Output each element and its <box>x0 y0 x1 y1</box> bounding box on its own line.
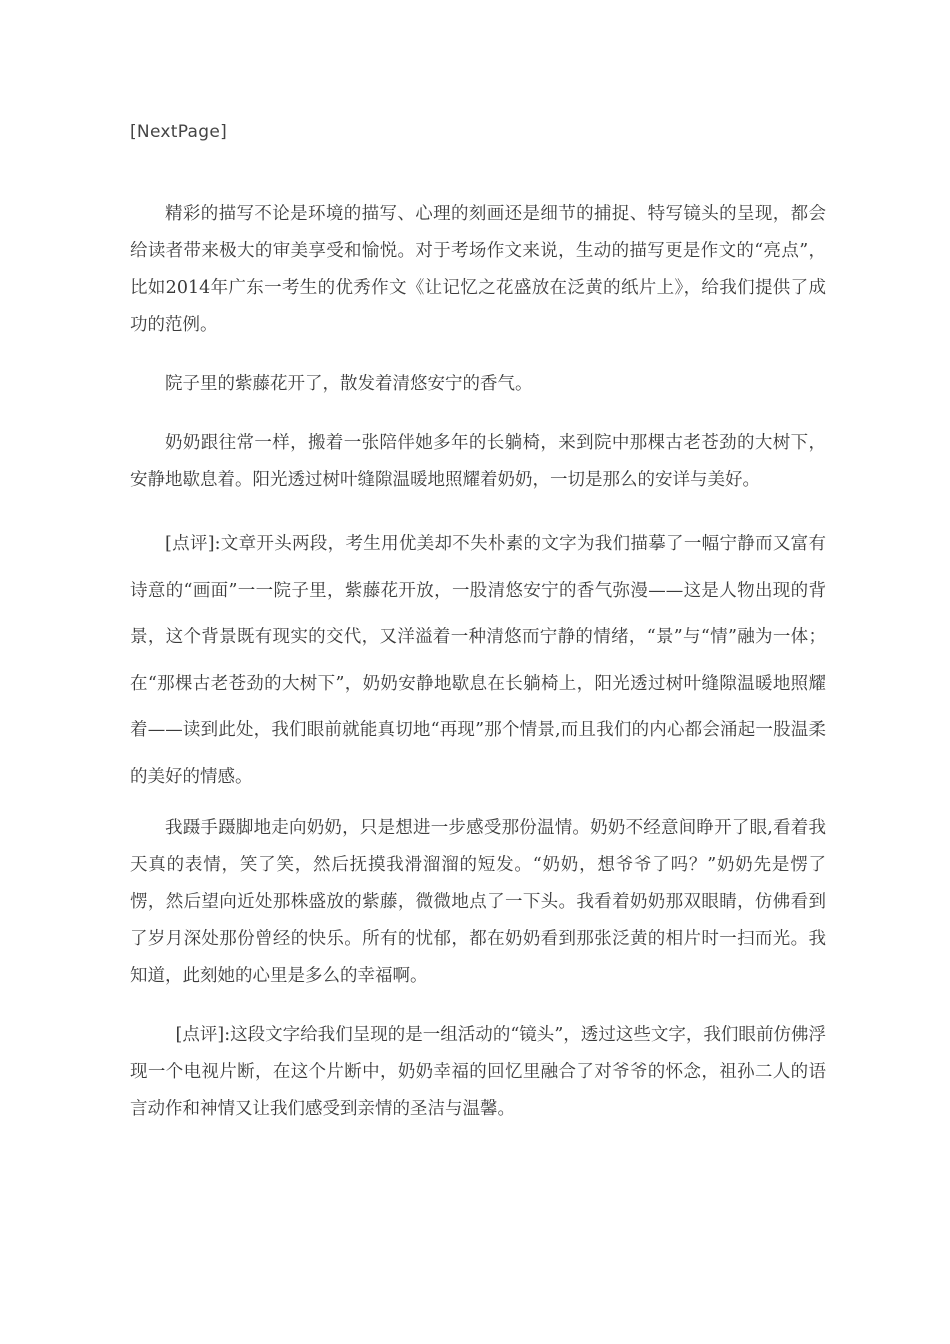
intro-paragraph: 精彩的描写不论是环境的描写、心理的刻画还是细节的捕捉、特写镜头的呈现，都会给读者带来极大的审美享受和愉悦。对于考场作文来说，生动的描写更是作文的“亮点”，比如2014年广东一考生的优秀作文《让记忆之花盛放在泛黄的纸片上》，给我们提供了成功的范例。 <box>130 204 826 335</box>
document-page <box>130 118 826 1128</box>
review-paragraph-2: [点评]:这段文字给我们呈现的是一组活动的“镜头”，透过这些文字，我们眼前仿佛浮现一个电视片断，在这个片断中，奶奶幸福的回忆里融合了对爷爷的怀念，祖孙二人的语言动作和神情又让我们感受到亲情的圣洁与温馨。 <box>130 1025 826 1119</box>
next-page-marker: [NextPage] <box>130 122 228 142</box>
essay-paragraph-1: 院子里的紫藤花开了，散发着清悠安宁的香气。 <box>165 374 533 394</box>
essay-paragraph-2: 奶奶跟往常一样，搬着一张陪伴她多年的长躺椅，来到院中那棵古老苍劲的大树下，安静地歇息着。阳光透过树叶缝隙温暖地照耀着奶奶，一切是那么的安详与美好。 <box>130 433 826 490</box>
essay-paragraph-3: 我蹑手蹑脚地走向奶奶，只是想进一步感受那份温情。奶奶不经意间睁开了眼,看着我天真的表情，笑了笑，然后抚摸我滑溜溜的短发。“奶奶，想爷爷了吗？”奶奶先是愣了愣，然后望向近处那株盛放的紫藤，微微地点了一下头。我看着奶奶那双眼睛，仿佛看到了岁月深处那份曾经的快乐。所有的忧郁，都在奶奶看到那张泛黄的相片时一扫而光。我知道，此刻她的心里是多么的幸福啊。 <box>130 818 826 986</box>
review-paragraph-1: [点评]:文章开头两段，考生用优美却不失朴素的文字为我们描摹了一幅宁静而又富有诗意的“画面”一一院子里，紫藤花开放，一股清悠安宁的香气弥漫——这是人物出现的背景，这个背景既有现实的交代，又洋溢着一种清悠而宁静的情绪，“景”与“情”融为一体；在“那棵古老苍劲的大树下”，奶奶安静地歇息在长躺椅上，阳光透过树叶缝隙温暖地照耀着——读到此处，我们眼前就能真切地“再现”那个情景,而且我们的内心都会涌起一股温柔的美好的情感。 <box>130 534 826 787</box>
